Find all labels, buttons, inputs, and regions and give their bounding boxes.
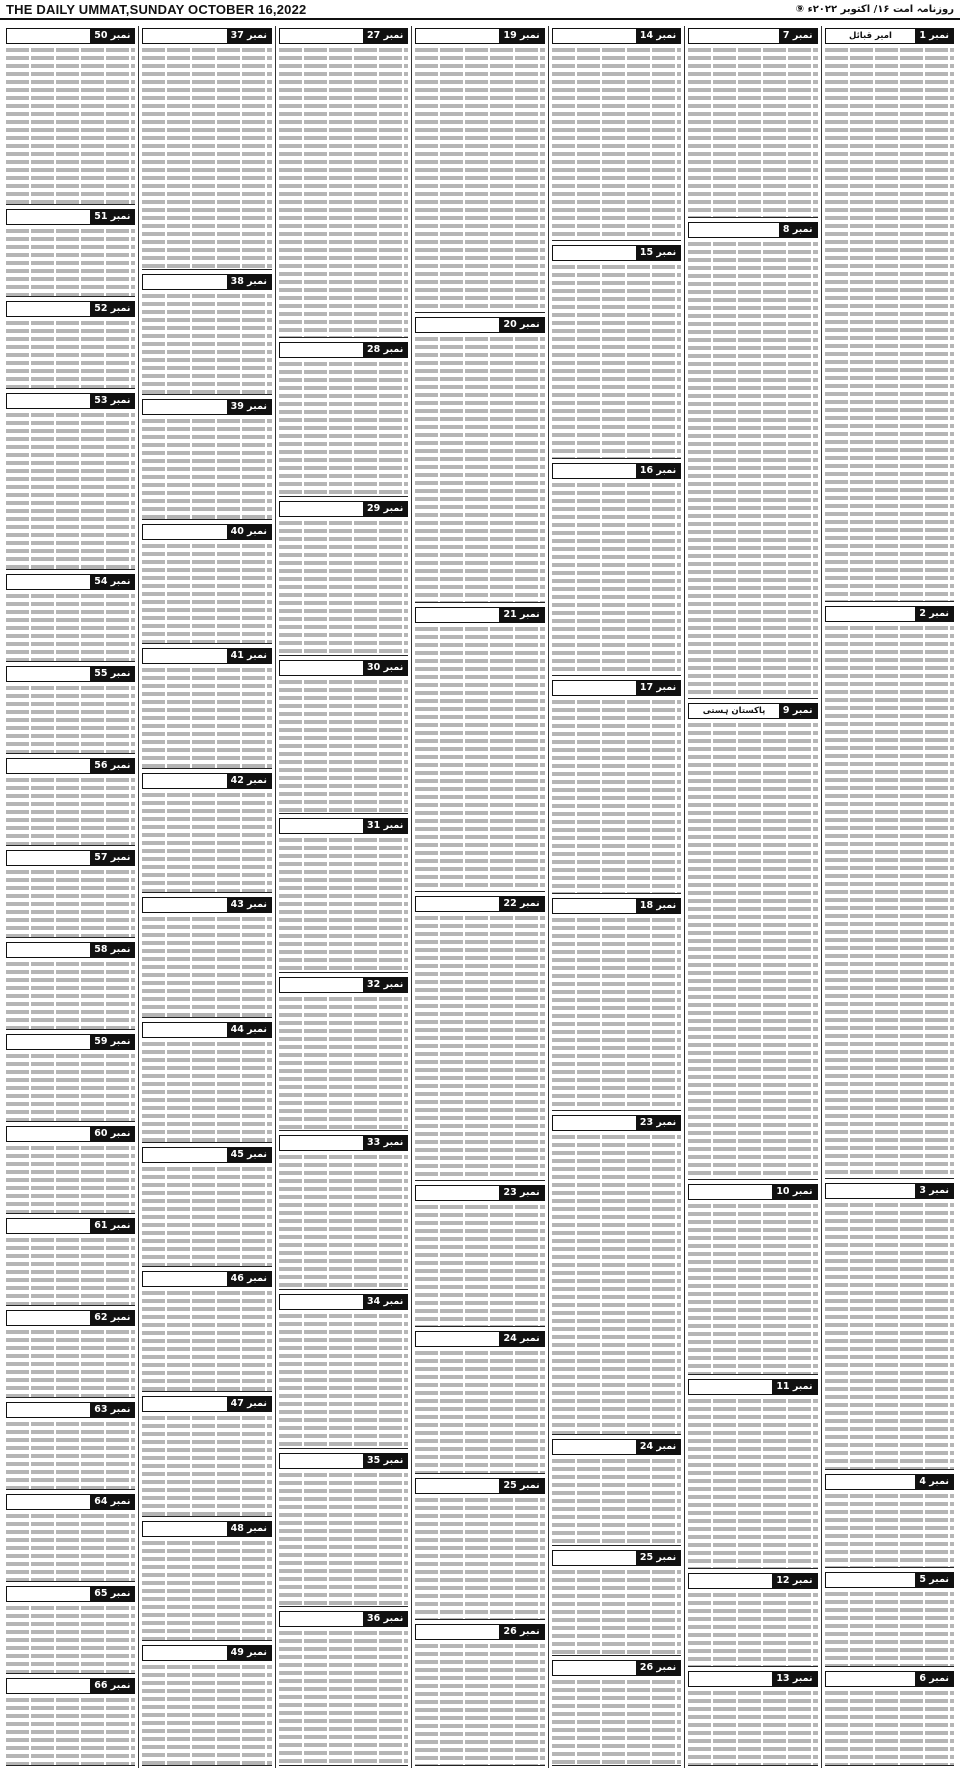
notice-header [142,1396,271,1412]
notice-body-text [6,227,135,296]
legal-notice [279,658,408,815]
notice-body-text [279,1629,408,1765]
notice-number: نمبر 40 [227,525,271,539]
notice-body-text [6,1512,135,1581]
legal-notice [6,848,135,938]
notice-header [279,501,408,517]
legal-notice [6,1492,135,1582]
notice-body-text [552,1568,681,1655]
legal-notice [688,1182,817,1374]
notice-number: نمبر 33 [363,1136,407,1150]
notice-number: نمبر 66 [90,1679,134,1693]
legal-notice [142,397,271,520]
notice-number: نمبر 36 [363,1612,407,1626]
notice-number: نمبر 32 [363,978,407,992]
legal-notice [279,26,408,338]
notice-body-text [415,1349,544,1472]
notice-body-text [552,263,681,457]
masthead-english-dateline: THE DAILY UMMAT,SUNDAY OCTOBER 16,2022 [6,1,307,17]
notice-body-text [6,1236,135,1305]
notice-columns [3,26,957,1768]
notice-header [552,1550,681,1566]
notice-header [825,606,954,622]
notice-header [142,1271,271,1287]
notice-body-text [142,1539,271,1641]
notice-body-text [825,1590,954,1666]
legal-notice [142,272,271,395]
notice-header [6,1678,135,1694]
notice-body-text [688,1202,817,1373]
legal-notice [688,220,817,699]
notice-number: نمبر 4 [915,1475,953,1489]
column-2 [684,26,820,1768]
notice-body-text [142,1040,271,1142]
notice-number: نمبر 34 [363,1295,407,1309]
legal-notice [415,1329,544,1473]
notice-body-text [142,1289,271,1391]
notice-header [415,1478,544,1494]
notice-header [279,1453,408,1469]
legal-notice [552,461,681,676]
legal-notice [142,26,271,270]
legal-notice [142,1394,271,1517]
legal-notice [825,1669,954,1766]
notice-body-text [279,1471,408,1607]
notice-body-text [6,1328,135,1397]
notice-body-text [142,915,271,1017]
notice-header [279,28,408,44]
legal-notice [552,1437,681,1545]
legal-notice [825,1181,954,1469]
notice-body-text [825,46,954,601]
notice-header [142,399,271,415]
notice-number: نمبر 2 [915,607,953,621]
legal-notice [6,26,135,205]
legal-notice [552,678,681,893]
legal-notice [6,391,135,570]
legal-notice [142,646,271,769]
notice-body-text [6,1604,135,1673]
notice-body-text [688,1397,817,1568]
legal-notice [552,1658,681,1766]
notice-header [688,1184,817,1200]
column-6 [138,26,274,1768]
notice-body-text [415,914,544,1180]
legal-notice [552,26,681,241]
legal-notice [6,1124,135,1214]
notice-header [552,28,681,44]
notice-number: نمبر 8 [779,223,817,237]
notice-header [6,942,135,958]
legal-notice [688,1669,817,1766]
notice-body-text [825,1492,954,1568]
notice-number: نمبر 41 [227,649,271,663]
notice-header [415,896,544,912]
legal-notice [142,1020,271,1143]
legal-notice [279,1609,408,1766]
notice-body-text [279,836,408,972]
notice-body-text [552,1678,681,1765]
notice-body-text [6,46,135,204]
legal-notice [142,1643,271,1766]
notice-number: نمبر 29 [363,502,407,516]
notice-header [6,28,135,44]
notice-header [142,1521,271,1537]
notice-header [415,1624,544,1640]
notice-header [6,393,135,409]
notice-number: نمبر 24 [636,1440,680,1454]
notice-number: نمبر 56 [90,759,134,773]
notice-header [688,222,817,238]
notice-body-text [279,46,408,337]
legal-notice [6,940,135,1030]
notice-header [552,680,681,696]
notice-body-text [142,542,271,644]
notice-header [825,1572,954,1588]
notice-header [142,648,271,664]
notice-number: نمبر 55 [90,667,134,681]
legal-notice [415,605,544,892]
notice-header [279,660,408,676]
legal-notice [552,1548,681,1656]
notice-number: نمبر 22 [499,897,543,911]
legal-notice [552,243,681,458]
legal-notice [279,499,408,656]
notice-title: پاکستان ہستی [702,706,766,717]
notice-body-text [142,292,271,394]
notice-number: نمبر 21 [499,608,543,622]
notice-body-text [6,684,135,753]
notice-number: نمبر 62 [90,1311,134,1325]
notice-number: نمبر 24 [499,1332,543,1346]
notice-body-text [688,46,817,217]
notice-body-text [142,1165,271,1267]
notice-body-text [142,1414,271,1516]
notice-body-text [688,240,817,698]
notice-number: نمبر 27 [363,29,407,43]
legal-notice [415,1476,544,1620]
column-5 [275,26,411,1768]
legal-notice [142,1519,271,1642]
notice-body-text [6,1144,135,1213]
notice-body-text [279,360,408,496]
notice-header [6,301,135,317]
notice-number: نمبر 60 [90,1127,134,1141]
notice-header [279,1611,408,1627]
notice-header [142,28,271,44]
notice-number: نمبر 51 [90,210,134,224]
legal-notice [279,1133,408,1290]
legal-notice [142,1269,271,1392]
notice-body-text [279,1153,408,1289]
legal-notice [415,315,544,602]
notice-number: نمبر 12 [772,1574,816,1588]
notice-body-text [6,776,135,845]
notice-header [142,897,271,913]
notice-header [279,818,408,834]
notice-number: نمبر 63 [90,1403,134,1417]
notice-header [6,850,135,866]
notice-number: نمبر 57 [90,851,134,865]
notice-body-text [415,1203,544,1326]
notice-header [142,274,271,290]
notice-header [6,1310,135,1326]
notice-number: نمبر 46 [227,1272,271,1286]
notice-header [6,209,135,225]
notice-body-text [6,868,135,937]
notice-header [6,1402,135,1418]
notice-body-text [552,916,681,1110]
legal-notice [6,756,135,846]
legal-notice [279,1292,408,1449]
notice-header [6,1586,135,1602]
legal-notice [279,340,408,497]
notice-body-text [688,1591,817,1667]
notice-body-text [142,46,271,269]
notice-header [6,758,135,774]
legal-notice [6,664,135,754]
notice-number: نمبر 20 [499,318,543,332]
legal-notice [6,572,135,662]
notice-header [688,703,817,719]
notice-number: نمبر 44 [227,1023,271,1037]
notice-header [415,1331,544,1347]
notice-body-text [142,1663,271,1765]
masthead-urdu-dateline: روزنامہ امت ۱۶/ اکتوبر ۲۰۲۲ء ⑨ [795,3,954,15]
notice-number: نمبر 54 [90,575,134,589]
notice-number: نمبر 25 [636,1551,680,1565]
notice-header [6,574,135,590]
notice-header [688,1573,817,1589]
notice-body-text [825,1689,954,1765]
notice-number: نمبر 43 [227,898,271,912]
column-4 [411,26,547,1768]
notice-header [142,1147,271,1163]
notice-header [142,524,271,540]
notice-body-text [6,592,135,661]
notice-number: نمبر 45 [227,1148,271,1162]
notice-header [688,1671,817,1687]
notice-number: نمبر 13 [772,1672,816,1686]
notice-number: نمبر 50 [90,29,134,43]
legal-notice [552,896,681,1111]
notice-body-text [415,1496,544,1619]
notice-number: نمبر 47 [227,1397,271,1411]
notice-number: نمبر 16 [636,464,680,478]
notice-header [552,1439,681,1455]
notice-header [415,607,544,623]
notice-number: نمبر 37 [227,29,271,43]
notice-header [279,977,408,993]
notice-body-text [688,1689,817,1765]
legal-notice [142,522,271,645]
notice-number: نمبر 58 [90,943,134,957]
notice-number: نمبر 26 [499,1625,543,1639]
legal-notice [279,1451,408,1608]
notice-number: نمبر 11 [772,1380,816,1394]
notice-header [552,1115,681,1131]
notice-number: نمبر 1 [915,29,953,43]
legal-notice [142,895,271,1018]
notice-header [552,898,681,914]
notice-number: نمبر 9 [779,704,817,718]
notice-number: نمبر 6 [915,1672,953,1686]
notice-body-text [142,417,271,519]
legal-notice [6,207,135,297]
legal-notice [6,1400,135,1490]
notice-header [552,245,681,261]
masthead [0,0,960,20]
notice-header [552,463,681,479]
column-3 [548,26,684,1768]
notice-number: نمبر 65 [90,1587,134,1601]
notice-header [142,1645,271,1661]
notice-number: نمبر 35 [363,1454,407,1468]
notice-header [279,1294,408,1310]
notice-header [6,1494,135,1510]
notice-body-text [6,960,135,1029]
notice-body-text [6,1420,135,1489]
notice-number: نمبر 48 [227,1522,271,1536]
notice-number: نمبر 5 [915,1573,953,1587]
legal-notice [6,1216,135,1306]
notice-header [142,1022,271,1038]
notice-header [415,28,544,44]
notice-number: نمبر 64 [90,1495,134,1509]
notice-body-text [6,411,135,569]
notice-number: نمبر 30 [363,661,407,675]
notice-number: نمبر 26 [636,1661,680,1675]
notice-body-text [415,46,544,312]
notice-body-text [6,1696,135,1765]
notice-header [688,1379,817,1395]
notice-number: نمبر 7 [779,29,817,43]
notice-number: نمبر 49 [227,1646,271,1660]
notice-number: نمبر 42 [227,774,271,788]
notice-header [6,1034,135,1050]
notice-body-text [279,995,408,1131]
notice-number: نمبر 15 [636,246,680,260]
legal-notice [415,894,544,1181]
notice-header [6,666,135,682]
notice-body-text [142,666,271,768]
notice-body-text [415,335,544,601]
notice-header [552,1660,681,1676]
legal-notice [688,1377,817,1569]
notice-number: نمبر 3 [915,1184,953,1198]
notice-header [825,1183,954,1199]
legal-notice [825,26,954,602]
notice-header [6,1126,135,1142]
legal-notice [825,1472,954,1569]
notice-body-text [6,1052,135,1121]
notice-header [415,1185,544,1201]
notice-header [6,1218,135,1234]
notice-body-text [279,1312,408,1448]
legal-notice [6,1032,135,1122]
notice-body-text [279,519,408,655]
legal-notice [279,975,408,1132]
notice-number: نمبر 17 [636,681,680,695]
notice-body-text [142,791,271,893]
legal-notice [6,1308,135,1398]
notice-header [415,317,544,333]
notice-number: نمبر 31 [363,819,407,833]
legal-notice [415,1622,544,1766]
notice-body-text [552,1457,681,1544]
legal-notice [825,1570,954,1667]
notice-number: نمبر 52 [90,302,134,316]
notice-number: نمبر 23 [636,1116,680,1130]
legal-notice [6,1676,135,1766]
notice-number: نمبر 18 [636,899,680,913]
legal-notice [6,1584,135,1674]
notice-number: نمبر 53 [90,394,134,408]
notice-header [279,342,408,358]
notice-body-text [552,46,681,240]
notice-body-text [415,1642,544,1765]
column-7 [3,26,138,1768]
notice-header [688,28,817,44]
notice-number: نمبر 10 [772,1185,816,1199]
notice-number: نمبر 39 [227,400,271,414]
legal-notice [688,1571,817,1668]
notice-header [279,1135,408,1151]
notice-number: نمبر 28 [363,343,407,357]
notice-body-text [279,678,408,814]
notice-number: نمبر 19 [499,29,543,43]
notice-body-text [552,1133,681,1435]
notice-title: امیر قبائل [849,31,892,41]
notice-number: نمبر 61 [90,1219,134,1233]
legal-notice [6,299,135,389]
legal-notice [552,1113,681,1436]
notice-number: نمبر 25 [499,1479,543,1493]
notice-number: نمبر 23 [499,1186,543,1200]
notice-body-text [552,481,681,675]
legal-notice [825,604,954,1180]
legal-notice [142,1145,271,1268]
notice-body-text [688,721,817,1179]
notice-body-text [552,698,681,892]
notice-body-text [825,624,954,1179]
notice-number: نمبر 59 [90,1035,134,1049]
notice-header [825,28,954,44]
notice-body-text [6,319,135,388]
column-1 [821,26,957,1768]
notice-header [825,1474,954,1490]
legal-notice [415,26,544,313]
legal-notice [688,26,817,218]
legal-notice [688,701,817,1180]
notice-body-text [825,1201,954,1468]
notice-number: نمبر 14 [636,29,680,43]
notice-body-text [415,625,544,891]
legal-notice [279,816,408,973]
notice-number: نمبر 38 [227,275,271,289]
notice-header [142,773,271,789]
notice-header [825,1671,954,1687]
legal-notice [142,771,271,894]
legal-notice [415,1183,544,1327]
